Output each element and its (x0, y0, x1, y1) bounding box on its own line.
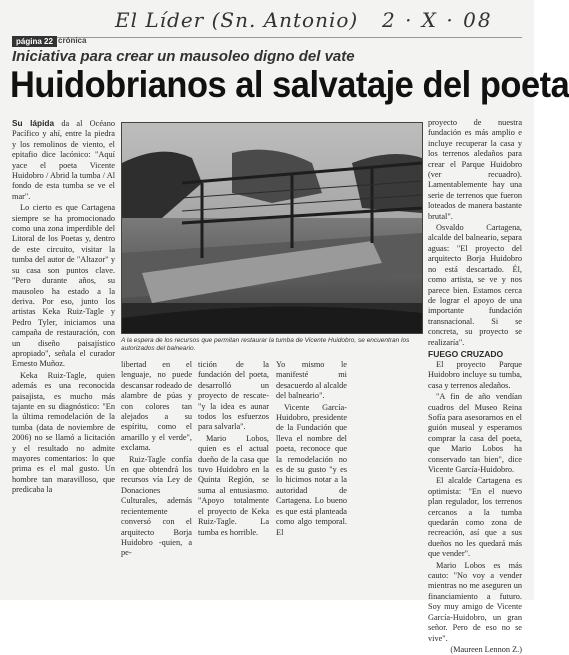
article-column-1 (12, 118, 115, 598)
paragraph: libertad en el lenguaje, no puede descansar rodeado de alambre de púas y con colores tan alejados a su espíritu, como el amarillo y el verde", exclama. (121, 360, 192, 453)
paragraph: El alcalde Cartagena es optimista: "En el nuevo plan regulador, los terrenos cercanos a la tumba quedarán como zona de recreación, así que a sus dueños no les quedará más que vender". (428, 476, 522, 559)
header-rule (12, 37, 522, 46)
section-subhead: FUEGO CRUZADO (428, 348, 504, 359)
handwritten-paper-name: El Líder (Sn. Antonio) (115, 8, 359, 32)
section-tag: crónica (58, 36, 87, 45)
photo-tomb-site (121, 122, 423, 334)
article-column-2 (121, 360, 192, 598)
paragraph: Mario Lobos es más cauto: "No voy a vender mientras no me aseguren un financiamiento a futuro. Soy muy amigo de Vicente García-Huidobro, un gran señor. Pero de eso no se vive". (428, 560, 522, 643)
paragraph: "A fin de año vendían cuadros del Museo Reina Sofía para asesorarnos en el guión museal y esperamos comprar la casa del poeta, que Mario Lobos ha conservado tan bien", dice Vicente García-Huidobro. (428, 392, 522, 474)
article-column-4 (276, 360, 347, 598)
photo-image (122, 123, 422, 333)
paragraph: Lo cierto es que Cartagena siempre se ha promocionado como una zona imperdible del Litoral de los Poetas y, dentro de este circuito, visitar la tumba del autor de "Altazor" y su casa son puntos clave. "Pero durante años, su mausoleo ha estado a la deriva. Por eso, junto los artistas Keka Ruiz-Tagle y Pedro Tyler, iniciamos una campaña de restauración, con un diseño paisajístico apropiado", señala el curador Ernesto Muñoz. (12, 203, 115, 369)
paragraph: Ruiz-Tagle confía en que obtendrá los recursos vía Ley de Donaciones Culturales, además recientemente conversó con el arquitecto Borja Huidobro -quien, a pe- (121, 454, 192, 558)
paragraph: tición de la fundación del poeta, desarrolló un proyecto de rescate- "y la idea es aunar todos los esfuerzos para salvarla". (198, 360, 269, 432)
kicker: Iniciativa para crear un mausoleo digno del vate (12, 48, 355, 65)
paragraph: Vicente García-Huidobro, presidente de la Fundación que lleva el nombre del poeta, reconoce que la remodelación no es de su gusto "y es lo hicimos notar a la autoridad de Cartagena. Lo bueno es que está planteada como algo temporal. El (276, 402, 347, 537)
photo-caption: A la espera de los recursos que permitan restaurar la tumba de Vicente Huidobro, se encuentran los autorizados del balneario. (121, 337, 410, 352)
author-signature: (Maureen Lennon Z.) (450, 644, 522, 654)
lead-word: Su lápida (12, 118, 55, 128)
paragraph: proyecto de nuestra fundación es más amplio e incluye recuperar la casa y los terrenos aledaños para crear el Parque Huidobro (ver recuadro). Lamentablemente hay una serie de terrenos que fueron loteados de manera bastante brutal". (428, 118, 522, 221)
paragraph: Keka Ruiz-Tagle, quien además es una reconocida paisajista, es mucho más tajante en su diagnóstico: "En la última remodelación de la tumba (data de noviembre de 2006) no se llamó a licitación y el resultado no admite mayores comentarios: lo que prima es el mal gusto. Un hombre tan maravilloso, que predicaba la (12, 370, 115, 495)
paragraph: Osvaldo Cartagena, alcalde del balneario, separa aguas: "El proyecto del arquitecto Borja Huidobro no está descartado. Él, como artista, se ve y nos parece bien. Estamos cerca de lograr el apoyo de una importante fundación transnacional. Si se concreta, su proyecto se realizaría". (428, 223, 522, 347)
paragraph: Mario Lobos, quien es el actual dueño de la casa que tuvo Huidobro en la Quinta Región, se suma al entusiasmo. "Apoyo totalmente el proyecto de Keka Ruiz-Tagle. La tumba es horrible. (198, 433, 269, 537)
paragraph: Yo mismo le manifesté mi desacuerdo al alcalde del balneario". (276, 360, 347, 401)
handwritten-date: 2 · X · 08 (382, 8, 493, 32)
page-number-tag: página 22 (12, 36, 57, 47)
paragraph: El proyecto Parque Huidobro incluye su tumba, casa y terrenos aledaños. (428, 359, 522, 390)
headline: Huidobrianos al salvataje del poeta (10, 64, 569, 105)
paragraph: da al Océano Pacífico y ahí, entre la piedra y los remolinos de viento, el epitafio dice lacónico: "Aquí yace el poeta Vicente Huidobro / Abrid la tumba / Al fondo de esta tumba se ve el mar". (12, 119, 115, 201)
article-column-5 (428, 118, 522, 654)
article-column-3 (198, 360, 269, 598)
